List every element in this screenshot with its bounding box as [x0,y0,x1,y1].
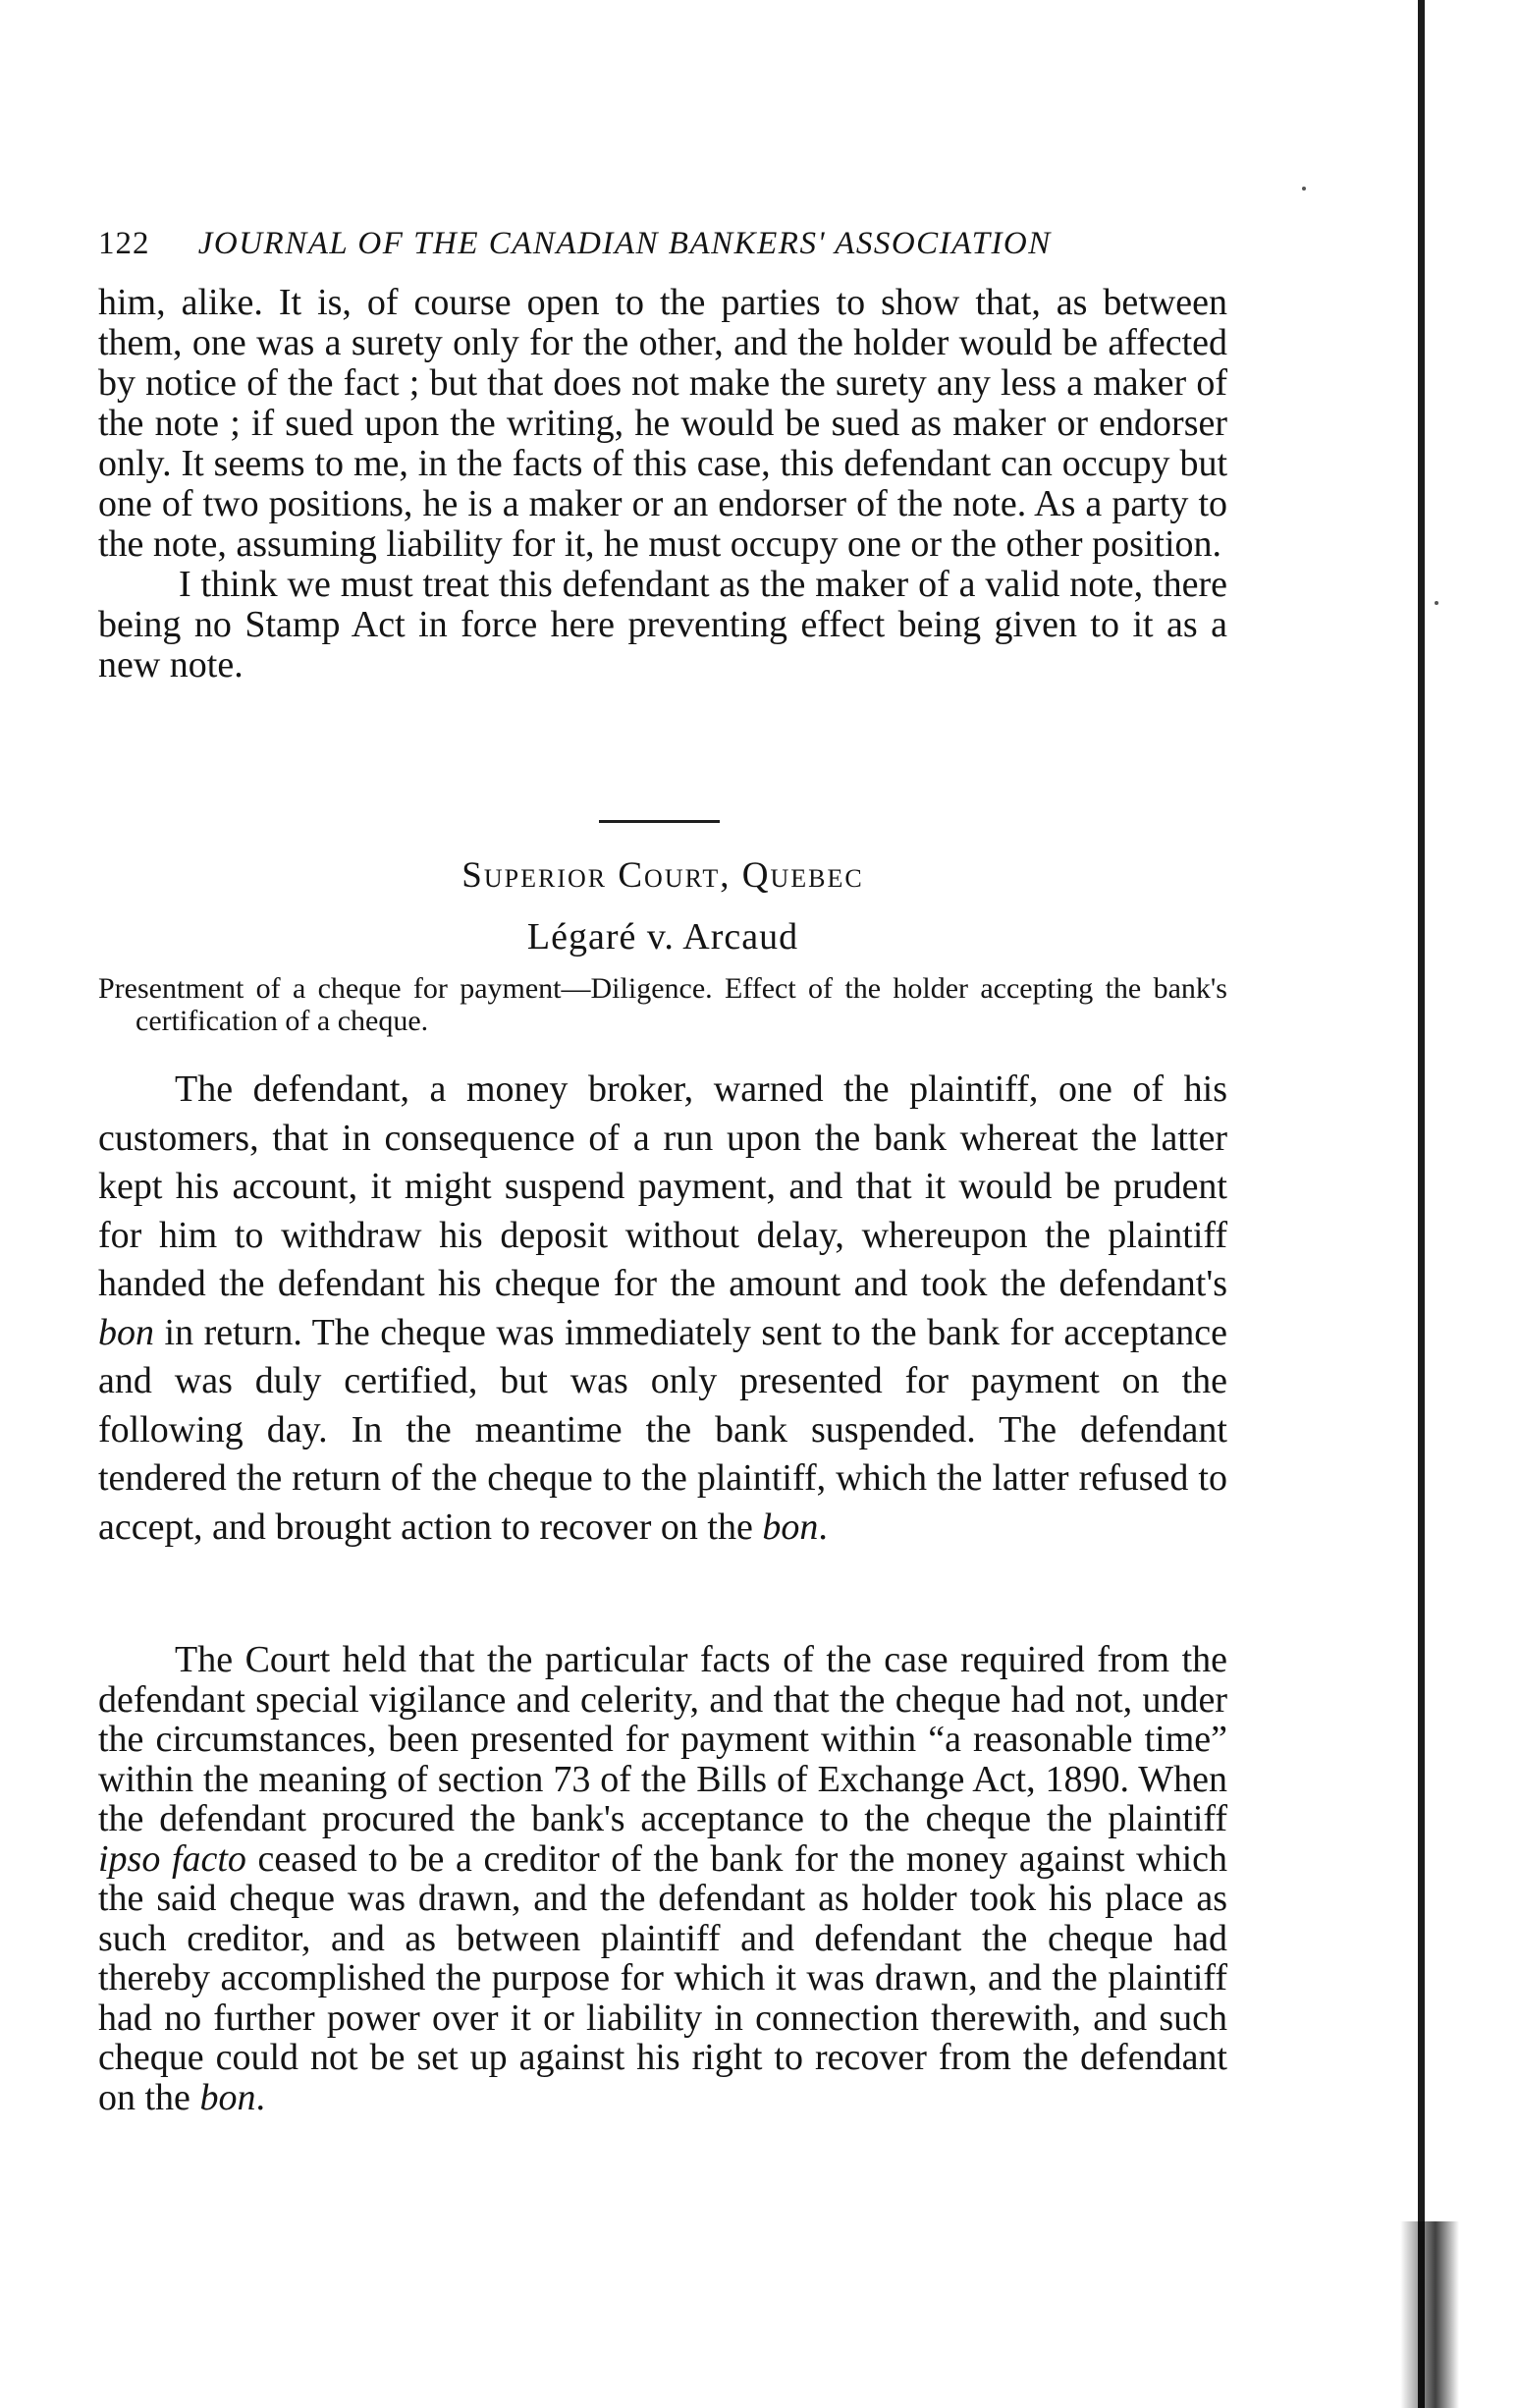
scan-speck [1435,601,1438,605]
text-run: . [818,1505,828,1548]
italic-term: ipso facto [98,1837,246,1880]
text-run: The Court held that the particular facts of the case required from the defendant special vigilance and celerity, and that the cheque had not, under the circumstances, been presented for payment within “a reasonable time” within the meaning of section 73 of the Bills of Exchange Act, 1890. When the defendant procured the bank's acceptance to the cheque the plaintiff [98,1639,1227,1839]
page-number: 122 [98,226,150,261]
italic-term: bon [199,2076,256,2118]
court-holding [98,1640,1227,2117]
opinion-paragraph: him, alike. It is, of course open to the parties to show that, as between them, one was a surety only for the other, and the holder would be affected by notice of the fact ; but that does not make the surety any less a maker of the note ; if sued upon the writing, he would be sued as maker or endorser only. It seems to me, in the facts of this case, this defendant can occupy but one of two positions, he is a maker or an endorser of the note. As a party to the note, assuming liability for it, he must occupy one or the other position. [98,282,1227,565]
running-header [98,226,1218,262]
text-run: ceased to be a creditor of the bank for the money against which the said cheque was drawn, and the defendant as holder took his place as such creditor, and as between plaintiff and defendant the cheque had thereby accomplished the purpose for which it was drawn, and the plaintiff had no further power over it or liability in connection therewith, and such cheque could not be set up against his right to recover from the defendant on the [98,1837,1228,2118]
text-run: . [255,2076,265,2118]
case-headnote: Presentment of a cheque for payment—Diligence. Effect of the holder accepting the bank's certification of a cheque. [98,972,1227,1037]
italic-term: bon [762,1505,819,1548]
text-run: in return. The cheque was immediately sent to the bank for acceptance and was duly certified, but was only presented for payment on the following day. In the meantime the bank suspended. The defendant tendered the return of the cheque to the plaintiff, which the latter refused to accept, and brought action to recover on the [98,1311,1227,1548]
page-corner-blot [1400,2221,1459,2408]
text-run: The defendant, a money broker, warned the plaintiff, one of his customers, that in consequence of a run upon the bank whereat the latter kept his account, it might suspend payment, and that it would be prudent for him to withdraw his deposit without delay, whereupon the plaintiff handed the defendant his cheque for the amount and took the defendant's [98,1068,1227,1304]
running-title: JOURNAL OF THE CANADIAN BANKERS' ASSOCIATION [197,226,1052,261]
holding-paragraph [98,1640,1227,2117]
case-title: Légaré v. Arcaud [526,916,799,958]
page-edge-shadow [1418,0,1425,2408]
opinion-paragraph: I think we must treat this defendant as the maker of a valid note, there being no Stamp Act in force here preventing effect being given to it as a new note. [98,564,1227,685]
section-divider [599,820,720,823]
italic-term: bon [98,1311,154,1353]
continued-opinion [98,283,1227,685]
case-facts [98,1066,1227,1552]
facts-paragraph [98,1066,1227,1552]
scan-speck [1302,187,1306,191]
court-heading: Superior Court, Quebec [461,855,864,896]
